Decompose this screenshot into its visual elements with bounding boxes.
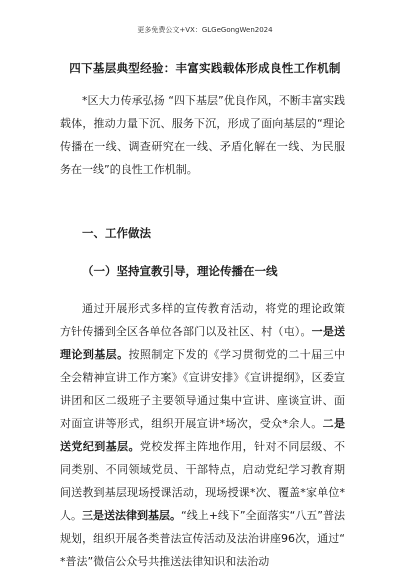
body-paragraph	[60, 297, 345, 573]
point-three-heading: 三是送法律到基层。	[82, 509, 181, 522]
point-two-text: 党校发挥主阵地作用，针对不同层级、不同类别、不同领域党员、干部特点，启动党纪学习教育期间送教到基层现场授课活动，现场授课*次、覆盖*家单位*人。	[60, 440, 346, 522]
document-title: 四下基层典型经验：丰富实践载体形成良性工作机制	[69, 61, 341, 75]
header-watermark: 更多免费公文+VX：GLGeGongWen2024	[137, 26, 273, 34]
section-heading: 一、工作做法	[82, 226, 151, 240]
body-text: 通过开展形式多样的宣传教育活动，将党的理论政策方针传播到全区各单位各部门以及社区、村（屯）。	[60, 302, 345, 338]
point-one-text: 按照制定下发的《学习贯彻党的二十届三中全会精神宣讲工作方案》《宣讲安排》《宣讲提纲》，区委宣讲团和区二级班子主要领导通过集中宣讲、座谈宣讲、面对面宣讲等形式，组织开展宣讲*场次，受众*余人。	[60, 348, 345, 430]
point-three-text: “线上+线下”全面落实“八五”普法规划，组织开展各类普法宣传活动及法治讲座96次，通过“ *普法”微信公众号共推送法律知识和法治动	[60, 509, 346, 568]
point-two-heading: 二是送党纪到基层。	[60, 417, 346, 453]
intro-paragraph: *区大力传承弘扬 “四下基层”优良作风，不断丰富实践载体，推动力量下沉、服务下沉，形成了面向基层的“理论传播在一线、调查研究在一线、矛盾化解在一线、为民服务在一线”的良性工作机制。	[60, 94, 345, 176]
point-one-heading: 一是送理论到基层。	[60, 325, 346, 361]
subsection-heading: （一）坚持宣教引导，理论传播在一线	[82, 264, 278, 278]
